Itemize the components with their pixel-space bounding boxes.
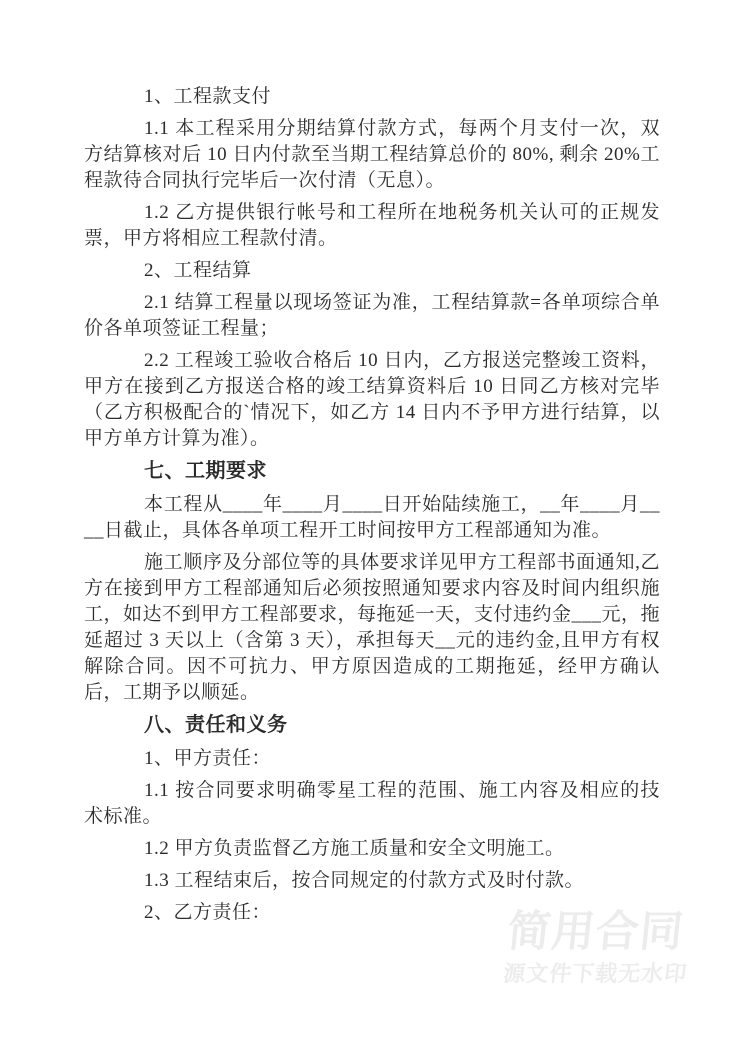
article-7-delay-penalty: 施工顺序及分部位等的具体要求详见甲方工程部书面通知,乙方在接到甲方工程部通知后必须按照通知要求内容及时间内组织施工，如达不到甲方工程部要求，每拖延一天，支付违约金___元，拖延超过 3 天以上（含第 3 天），承担每天__元的违约金,且甲方有权解除合同。因不可抗力、甲方原因造成的工期拖延，经甲方确认后，工期予以顺延。 bbox=[84, 552, 661, 703]
party-a-responsibility-heading: 1、甲方责任： bbox=[144, 748, 272, 769]
article-7-schedule-heading: 七、工期要求 bbox=[144, 460, 267, 482]
article-8-responsibility-heading: 八、责任和义务 bbox=[144, 714, 288, 736]
section-1-payment-heading: 1、工程款支付 bbox=[144, 86, 272, 107]
party-b-responsibility-heading: 2、乙方责任： bbox=[144, 902, 272, 923]
clause-1-2-invoice: 1.2 乙方提供银行帐号和工程所在地税务机关认可的正规发票，甲方将相应工程款付清。 bbox=[84, 202, 660, 249]
article-7-construction-dates: 本工程从____年____月____日开始陆续施工，__年____月____日截止，具体各单项工程开工时间按甲方工程部通知为准。 bbox=[84, 494, 660, 541]
clause-a-1-1-scope: 1.1 按合同要求明确零星工程的范围、施工内容及相应的技术标准。 bbox=[84, 780, 660, 827]
clause-2-1-settlement-quantity: 2.1 结算工程量以现场签证为准，工程结算款=各单项综合单价各单项签证工程量； bbox=[84, 292, 660, 339]
watermark-subtitle: 源文件下载无水印 bbox=[501, 961, 689, 986]
section-2-settlement-heading: 2、工程结算 bbox=[144, 260, 252, 281]
clause-a-1-3-payment-on-time: 1.3 工程结束后，按合同规定的付款方式及时付款。 bbox=[144, 870, 585, 891]
clause-1-1-installment-payment: 1.1 本工程采用分期结算付款方式，每两个月支付一次，双方结算核对后 10 日内付款至当期工程结算总价的 80%, 剩余 20%工程款待合同执行完毕后一次付清（无息）。 bbox=[84, 118, 660, 191]
clause-2-2-completion-acceptance: 2.2 工程竣工验收合格后 10 日内，乙方报送完整竣工资料，甲方在接到乙方报送合格的竣工结算资料后 10 日同乙方核对完毕（乙方积极配合的`情况下，如乙方 14 日内不予甲方进行结算，以甲方单方计算为准）。 bbox=[84, 350, 660, 449]
watermark-title: 简用合同 bbox=[505, 908, 687, 956]
document-body bbox=[84, 84, 660, 932]
clause-a-1-2-supervision: 1.2 甲方负责监督乙方施工质量和安全文明施工。 bbox=[144, 838, 565, 859]
